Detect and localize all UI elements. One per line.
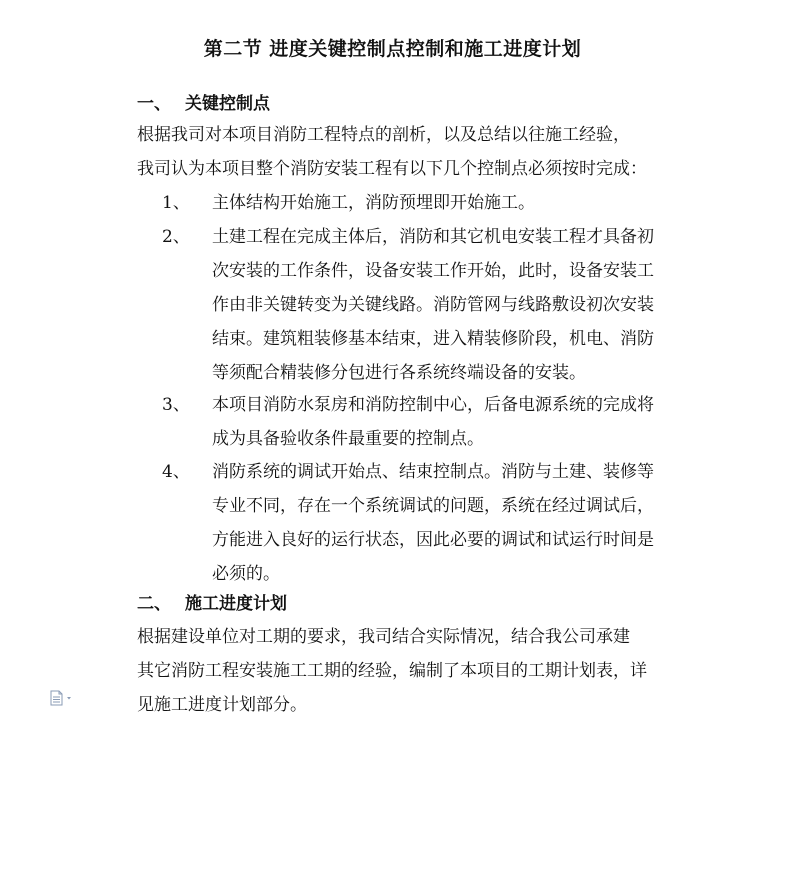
section-2-number: 二、 — [137, 594, 171, 614]
section-1-intro — [137, 118, 737, 186]
paragraph-line: 见施工进度计划部分。 — [137, 695, 307, 715]
list-item-line: 成为具备验收条件最重要的控制点。 — [212, 429, 484, 449]
document-icon[interactable] — [50, 690, 76, 706]
list-item-line: 作由非关键转变为关键线路。消防管网与线路敷设初次安装 — [212, 295, 654, 315]
paragraph-line: 根据我司对本项目消防工程特点的剖析，以及总结以往施工经验， — [137, 125, 630, 145]
list-item-body — [212, 455, 654, 591]
list-item-line: 结束。建筑粗装修基本结束，进入精装修阶段，机电、消防 — [212, 329, 654, 349]
page-title: 第二节 进度关键控制点控制和施工进度计划 — [203, 38, 582, 60]
section-1-title: 关键控制点 — [185, 94, 270, 114]
list-item-line: 土建工程在完成主体后，消防和其它机电安装工程才具备初 — [212, 227, 654, 247]
paragraph-line: 我司认为本项目整个消防安装工程有以下几个控制点必须按时完成： — [137, 159, 647, 179]
list-item-line: 主体结构开始施工，消防预埋即开始施工。 — [212, 193, 535, 213]
list-item-body — [212, 388, 654, 456]
list-item-line: 方能进入良好的运行状态，因此必要的调试和试运行时间是 — [212, 530, 654, 550]
list-item-number: 3、 — [162, 395, 190, 415]
paragraph-line: 根据建设单位对工期的要求，我司结合实际情况，结合我公司承建 — [137, 627, 630, 647]
section-2-paragraph — [137, 620, 737, 722]
section-2-title: 施工进度计划 — [185, 594, 287, 614]
list-item-body — [212, 186, 535, 220]
section-1-number: 一、 — [137, 94, 171, 114]
chevron-down-icon — [67, 697, 71, 700]
list-item-number: 4、 — [162, 462, 190, 482]
list-item-number: 2、 — [162, 227, 190, 247]
section-2-heading — [137, 592, 287, 616]
list-item-line: 次安装的工作条件，设备安装工作开始，此时，设备安装工 — [212, 261, 654, 281]
list-item-line: 必须的。 — [212, 564, 280, 584]
paragraph-line: 其它消防工程安装施工工期的经验，编制了本项目的工期计划表，详 — [137, 661, 647, 681]
list-item-number: 1、 — [162, 193, 190, 213]
list-item-line: 消防系统的调试开始点、结束控制点。消防与土建、装修等 — [212, 462, 654, 482]
list-item-body — [212, 220, 654, 390]
list-item-line: 等须配合精装修分包进行各系统终端设备的安装。 — [212, 363, 586, 383]
list-item-line: 专业不同，存在一个系统调试的问题，系统在经过调试后， — [212, 496, 654, 516]
list-item-line: 本项目消防水泵房和消防控制中心，后备电源系统的完成将 — [212, 395, 654, 415]
section-1-heading — [137, 92, 270, 116]
document-icon-graphic — [50, 690, 76, 706]
